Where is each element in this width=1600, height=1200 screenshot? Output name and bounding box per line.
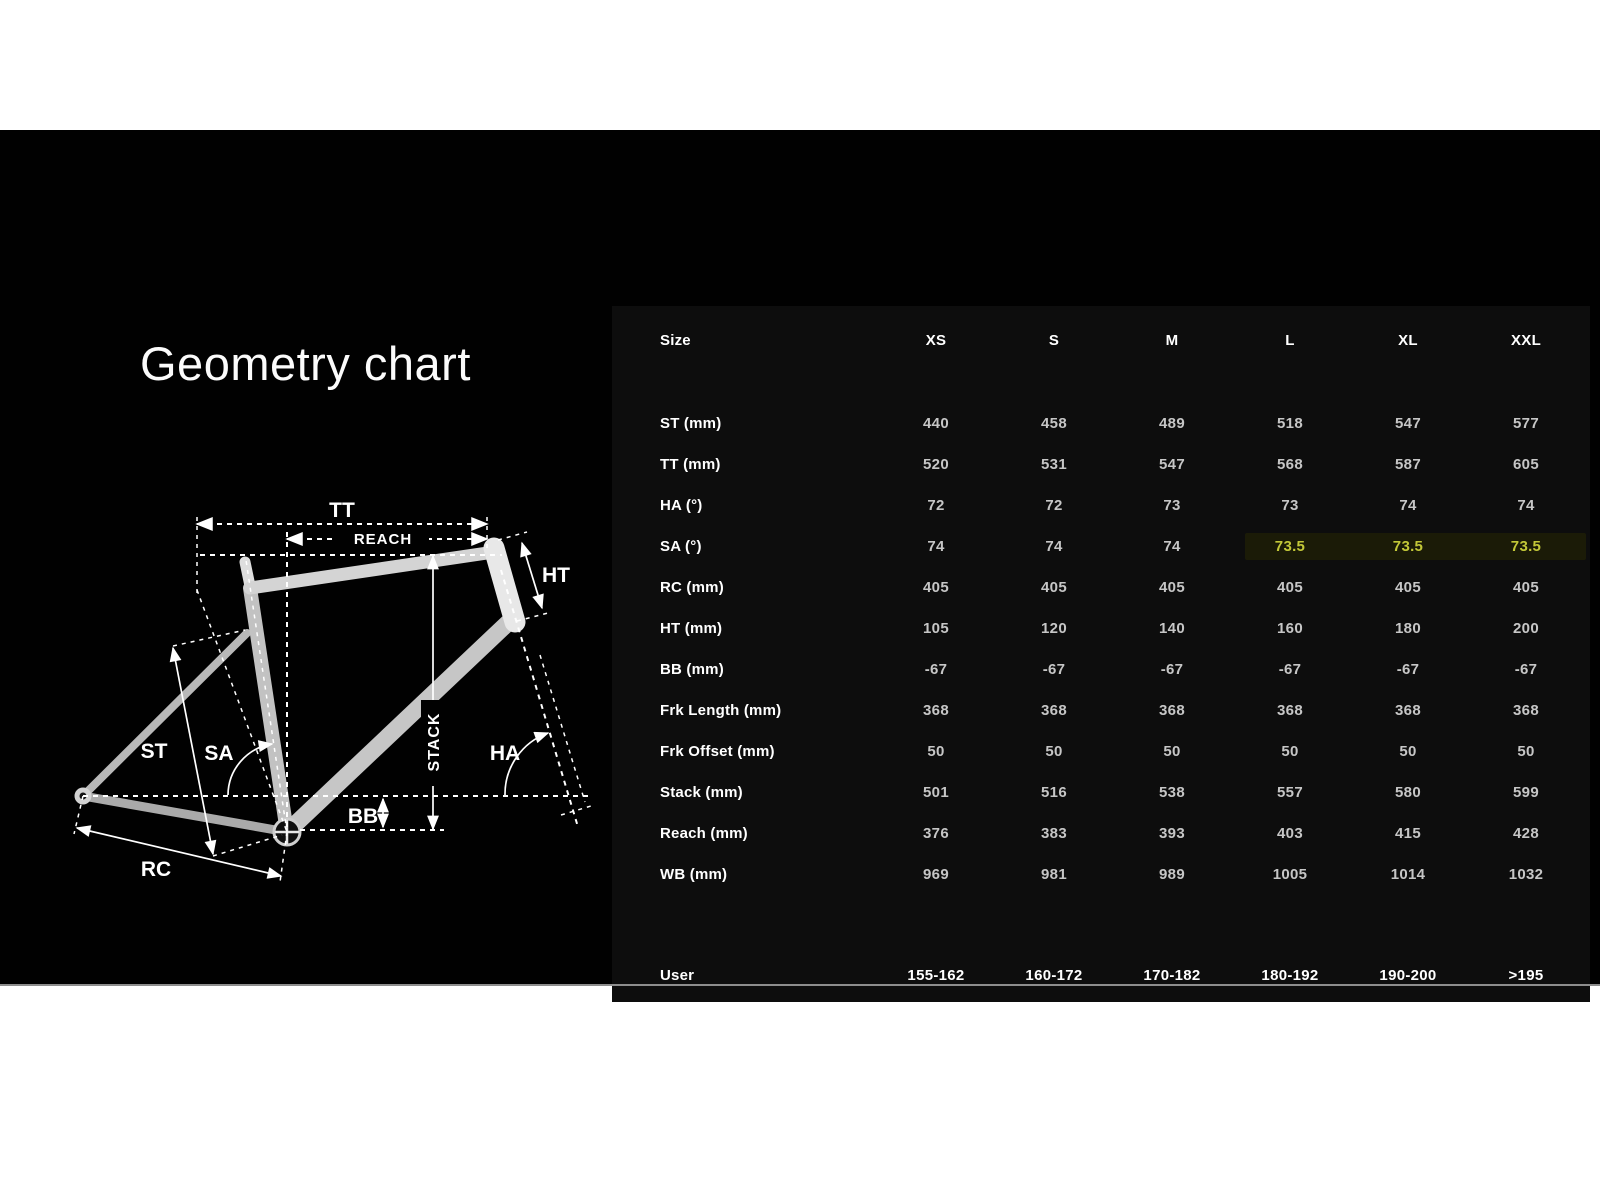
tt-label: TT (329, 499, 355, 522)
table-cell: -67 (1160, 661, 1184, 678)
table-row (612, 854, 1590, 895)
table-cell: 989 (1159, 866, 1185, 883)
table-cell: -67 (1396, 661, 1420, 678)
table-cell: 368 (1041, 702, 1067, 719)
table-cell: -67 (1278, 661, 1302, 678)
column-header-xxl: XXL (1510, 331, 1542, 349)
column-header-m: M (1165, 331, 1179, 349)
ht-top-tick (498, 532, 527, 540)
fork-offset-line (540, 655, 585, 802)
table-cell: 140 (1159, 620, 1185, 637)
table-cell: 440 (923, 415, 949, 432)
table-cell: 368 (1395, 702, 1421, 719)
table-cell: 405 (923, 579, 949, 596)
bb-label: BB (347, 805, 379, 828)
table-cell: 393 (1159, 825, 1185, 842)
table-cell: 120 (1041, 620, 1067, 637)
table-cell: 405 (1513, 579, 1539, 596)
table-cell: 160 (1277, 620, 1303, 637)
table-body (612, 403, 1590, 895)
table-cell: 405 (1395, 579, 1421, 596)
table-cell: 981 (1041, 866, 1067, 883)
table-cell: 605 (1513, 456, 1539, 473)
table-cell: 531 (1041, 456, 1067, 473)
bike-frame (75, 548, 516, 845)
st-bottom-connector (213, 835, 282, 856)
table-cell: 50 (1517, 743, 1535, 760)
table-cell: 180-192 (1261, 967, 1319, 984)
table-cell: 405 (1041, 579, 1067, 596)
table-cell: 557 (1277, 784, 1303, 801)
ht-label: HT (542, 564, 570, 587)
table-cell: 1032 (1508, 866, 1544, 883)
table-cell: 501 (923, 784, 949, 801)
size-column-header: Size (660, 331, 691, 349)
table-cell: 50 (927, 743, 945, 760)
reach-label: REACH (353, 531, 413, 548)
table-cell: 170-182 (1143, 967, 1201, 984)
table-row (612, 690, 1590, 731)
table-row (612, 731, 1590, 772)
table-cell: 200 (1513, 620, 1539, 637)
table-cell: 489 (1159, 415, 1185, 432)
table-row (612, 772, 1590, 813)
table-cell: 405 (1159, 579, 1185, 596)
table-cell: 74 (1399, 497, 1417, 514)
table-cell: 383 (1041, 825, 1067, 842)
table-cell: 1005 (1272, 866, 1308, 883)
column-header-s: S (1048, 331, 1060, 349)
table-cell: 180 (1395, 620, 1421, 637)
row-label: TT (mm) (660, 456, 721, 473)
table-row (612, 526, 1590, 567)
table-cell: 458 (1041, 415, 1067, 432)
st-label: ST (140, 740, 168, 763)
table-cell: 520 (923, 456, 949, 473)
page-title: Geometry chart (140, 337, 471, 390)
table-row (612, 403, 1590, 444)
table-cell: 368 (923, 702, 949, 719)
table-row (612, 485, 1590, 526)
table-cell: 1014 (1390, 866, 1426, 883)
table-cell: -67 (1042, 661, 1066, 678)
row-label: Frk Length (mm) (660, 702, 782, 719)
table-cell: 376 (923, 825, 949, 842)
table-cell: 368 (1513, 702, 1539, 719)
table-cell: 73.5 (1510, 538, 1542, 555)
table-cell: 74 (1517, 497, 1535, 514)
column-header-xl: XL (1398, 331, 1418, 349)
table-cell: 73 (1281, 497, 1299, 514)
table-cell: 72 (927, 497, 945, 514)
table-cell: 403 (1277, 825, 1303, 842)
row-label: RC (mm) (660, 579, 724, 596)
geometry-table (612, 306, 1590, 1002)
row-label: Stack (mm) (660, 784, 743, 801)
table-cell: 74 (927, 538, 945, 555)
table-cell: 538 (1159, 784, 1185, 801)
table-cell: 577 (1513, 415, 1539, 432)
table-cell: 50 (1163, 743, 1181, 760)
table-row (612, 608, 1590, 649)
column-header-l: L (1285, 331, 1295, 349)
row-label: Reach (mm) (660, 825, 748, 842)
row-label: ST (mm) (660, 415, 722, 432)
table-cell: 516 (1041, 784, 1067, 801)
table-row (612, 813, 1590, 854)
table-cell: 50 (1045, 743, 1063, 760)
table-row (612, 649, 1590, 690)
table-cell: 368 (1159, 702, 1185, 719)
bike-frame-diagram (40, 490, 600, 930)
table-cell: -67 (924, 661, 948, 678)
table-row (612, 567, 1590, 608)
table-cell: 415 (1395, 825, 1421, 842)
table-cell: 74 (1163, 538, 1181, 555)
table-cell: 547 (1395, 415, 1421, 432)
row-label: SA (°) (660, 538, 702, 555)
row-label: HT (mm) (660, 620, 723, 637)
slide-bottom-border (0, 984, 1600, 986)
table-cell: >195 (1508, 967, 1544, 984)
table-cell: 50 (1399, 743, 1417, 760)
table-cell: 428 (1513, 825, 1539, 842)
row-label: Frk Offset (mm) (660, 743, 775, 760)
row-label: WB (mm) (660, 866, 728, 883)
table-cell: 518 (1277, 415, 1303, 432)
column-header-xs: XS (925, 331, 947, 349)
ht-dimension-line (522, 543, 542, 608)
table-cell: 73.5 (1392, 538, 1424, 555)
table-cell: 969 (923, 866, 949, 883)
table-cell: 72 (1045, 497, 1063, 514)
rc-dimension-line (77, 828, 281, 876)
slide (0, 130, 1600, 984)
table-cell: -67 (1514, 661, 1538, 678)
sa-angle-arc (228, 744, 272, 795)
table-cell: 599 (1513, 784, 1539, 801)
row-label: HA (°) (660, 497, 703, 514)
fork-offset-tick (561, 806, 591, 815)
sa-label: SA (204, 742, 234, 765)
table-cell: 405 (1277, 579, 1303, 596)
steering-axis-line (501, 570, 578, 827)
table-cell: 160-172 (1025, 967, 1083, 984)
table-cell: 190-200 (1379, 967, 1437, 984)
table-cell: 568 (1277, 456, 1303, 473)
ha-label: HA (489, 742, 521, 765)
rc-label: RC (140, 858, 172, 881)
stack-label: STACK (426, 712, 443, 772)
table-cell: 547 (1159, 456, 1185, 473)
table-cell: 73 (1163, 497, 1181, 514)
table-cell: 368 (1277, 702, 1303, 719)
table-header-row (612, 326, 1590, 354)
table-row (612, 444, 1590, 485)
table-cell: 155-162 (907, 967, 965, 984)
table-cell: 580 (1395, 784, 1421, 801)
row-label: User (660, 967, 695, 984)
table-footer-row (612, 955, 1590, 996)
table-cell: 50 (1281, 743, 1299, 760)
row-label: BB (mm) (660, 661, 724, 678)
table-cell: 74 (1045, 538, 1063, 555)
table-cell: 73.5 (1274, 538, 1306, 555)
table-cell: 587 (1395, 456, 1421, 473)
table-cell: 105 (923, 620, 949, 637)
